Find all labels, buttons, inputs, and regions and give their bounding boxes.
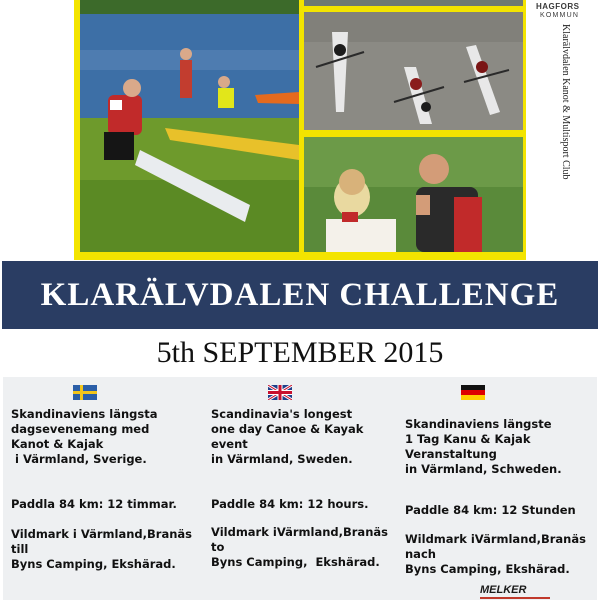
title-banner: [2, 261, 598, 329]
english-description: Scandinavia's longest one day Canoe & Kayak event in Värmland, Sweden.: [211, 407, 364, 466]
sweden-flag-icon: [73, 385, 97, 400]
photo-paddlers-aerial: [304, 12, 523, 130]
german-route: Wildmark iVärmland,Branäs nach Byns Camping, Ekshärad.: [405, 532, 586, 576]
swedish-paddle: Paddla 84 km: 12 timmar.: [11, 497, 177, 511]
municipality-name: HAGFORS: [536, 2, 580, 11]
photo-strip: [304, 0, 523, 6]
german-description: Skandinaviens längste 1 Tag Kanu & Kajak Veranstaltung in Värmland, Schweden.: [405, 417, 562, 476]
german-column: [405, 377, 595, 600]
event-title: KLARÄLVDALEN CHALLENGE: [40, 276, 560, 313]
photo-collage: [74, 0, 526, 260]
info-panel: [3, 377, 597, 600]
english-paddle: Paddle 84 km: 12 hours.: [211, 497, 369, 511]
photo-kayak-launch: [80, 0, 299, 252]
germany-flag-icon: [461, 385, 485, 400]
photo-celebration: [304, 137, 523, 252]
swedish-description: Skandinaviens längsta dagsevenemang med Kanot & Kajak i Värmland, Sverige.: [11, 407, 158, 466]
swedish-route: Vildmark i Värmland,Branäs till Byns Camping, Ekshärad.: [11, 527, 192, 571]
english-column: [211, 377, 401, 600]
german-paddle: Paddle 84 km: 12 Stunden: [405, 503, 576, 517]
header-side: [530, 0, 596, 255]
municipality-subtitle: KOMMUN: [540, 12, 580, 19]
sponsor-logo: MELKER: [480, 584, 527, 596]
swedish-column: [11, 377, 201, 600]
club-name: Klarälvdalen Kanot & Multisport Club: [560, 24, 571, 180]
uk-flag-icon: [268, 385, 292, 400]
sponsor-underline: [480, 597, 550, 599]
event-date: 5th SEPTEMBER 2015: [156, 336, 444, 369]
english-route: Vildmark iVärmland,Branäs to Byns Camping, Ekshärad.: [211, 525, 388, 569]
